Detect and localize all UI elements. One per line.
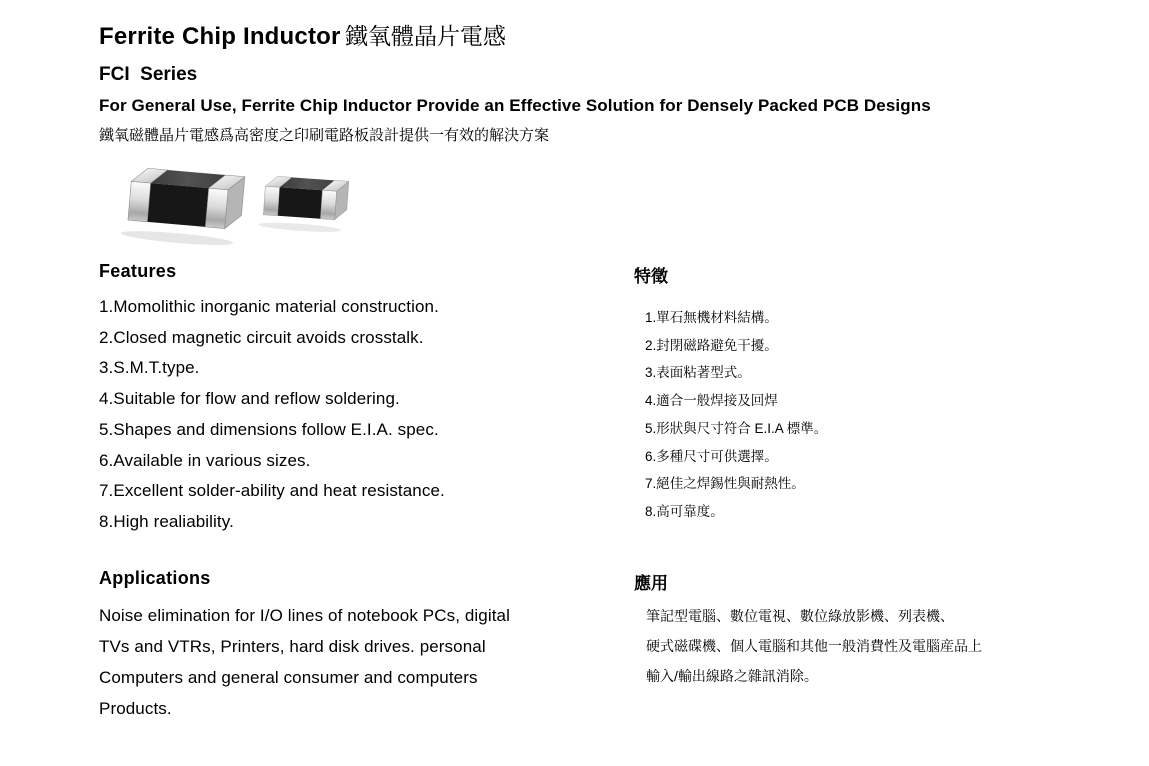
chip-shadow: [258, 221, 341, 234]
page-title: [99, 18, 506, 51]
feature-item-chinese: 4.適合一般焊接及回焊: [645, 393, 778, 409]
features-list-english: [99, 292, 445, 538]
applications-line-chinese: 輸入/輸出線路之雜訊消除。: [646, 668, 818, 684]
page-title-english: Ferrite Chip Inductor: [99, 23, 341, 50]
chip-inductor-image-small: [248, 169, 352, 238]
chip-inductor-photo-small: [248, 169, 352, 238]
feature-item-chinese: 6.多種尺寸可供選擇。: [645, 448, 778, 464]
applications-text-chinese: [646, 601, 982, 691]
page-title-chinese: 鐵氧體晶片電感: [345, 23, 506, 49]
feature-item-chinese: 2.封閉磁路避免干擾。: [645, 337, 778, 353]
applications-line-english: Computers and general consumer and computers: [99, 668, 478, 687]
feature-item-english: 7.Excellent solder-ability and heat resistance.: [99, 481, 445, 501]
features-list-chinese: [645, 304, 827, 526]
feature-item-english: 3.S.M.T.type.: [99, 358, 200, 378]
chip-inductor-photo-large: [107, 157, 250, 253]
applications-text-english: [99, 600, 510, 724]
feature-item-english: 1.Momolithic inorganic material construction.: [99, 297, 439, 316]
chip-body-front-face: [147, 183, 208, 227]
feature-item-english: 2.Closed magnetic circuit avoids crosstalk.: [99, 327, 424, 347]
applications-line-english: TVs and VTRs, Printers, hard disk drives. personal: [99, 637, 486, 656]
applications-line-english: Products.: [99, 699, 172, 718]
chip-body-front-face: [278, 187, 323, 218]
chip-right-cap-front: [320, 190, 336, 219]
chip-shadow: [121, 228, 234, 247]
tagline-english: For General Use, Ferrite Chip Inductor Provide an Effective Solution for Densely Packed PCB Designs: [99, 96, 931, 115]
feature-item-english: 8.High realiability.: [99, 511, 234, 531]
feature-item-english: 4.Suitable for flow and reflow soldering.: [99, 389, 400, 409]
feature-item-chinese: 3.表面粘著型式。: [645, 365, 751, 381]
applications-heading-chinese: 應用: [634, 574, 668, 593]
tagline-chinese: 鐵氧磁體晶片電感爲高密度之印刷電路板設計提供一有效的解決方案: [99, 127, 550, 144]
feature-item-chinese: 1.單石無機材料結構。: [645, 310, 778, 325]
applications-line-chinese: 筆記型電腦、數位電視、數位綠放影機、列表機、: [646, 608, 954, 624]
applications-line-chinese: 硬式磁碟機、個人電腦和其他一般消費性及電腦産品上: [646, 638, 982, 654]
series-name: FCI Series: [99, 64, 198, 85]
feature-item-chinese: 7.絕佳之焊錫性與耐熱性。: [645, 476, 805, 492]
feature-item-chinese: 8.高可靠度。: [645, 503, 724, 519]
feature-item-english: 5.Shapes and dimensions follow E.I.A. spec.: [99, 419, 439, 439]
chip-left-cap-front: [128, 181, 151, 221]
applications-heading-english: Applications: [99, 568, 211, 588]
chip-right-cap-front: [205, 188, 228, 228]
feature-item-chinese: 5.形狀與尺寸符合 E.I.A 標準。: [645, 420, 828, 436]
feature-item-english: 6.Available in various sizes.: [99, 450, 311, 470]
features-heading-english: Features: [99, 261, 177, 281]
features-heading-chinese: 特徵: [634, 267, 668, 286]
chip-left-cap-front: [263, 186, 279, 215]
chip-inductor-image-large: [107, 157, 250, 253]
applications-line-english: Noise elimination for I/O lines of notebook PCs, digital: [99, 606, 510, 625]
